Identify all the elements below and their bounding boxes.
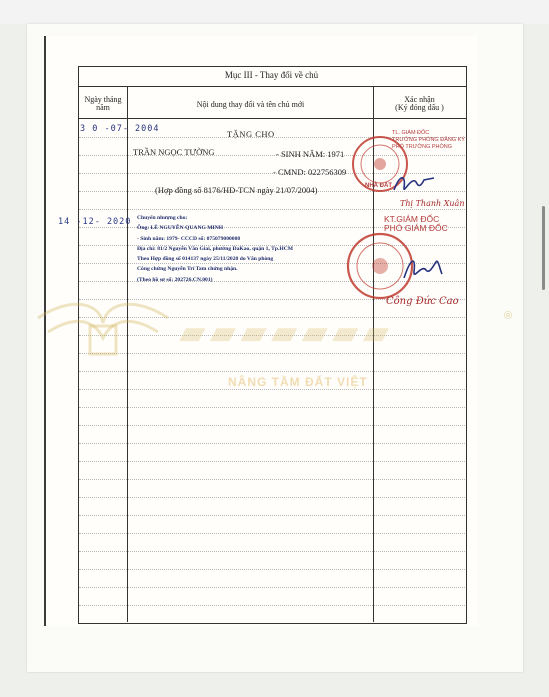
- table-top-rule: [78, 86, 466, 87]
- ruled-line: [79, 389, 465, 390]
- ruled-line: [79, 335, 465, 336]
- watermark-slogan: NÂNG TẦM ĐẤT VIỆT: [228, 375, 368, 389]
- date-column-divider: [127, 86, 128, 622]
- entry1-date: 3 0 -07- 2004: [80, 124, 160, 134]
- entry1-stamp-line3: PHÓ TRƯỞNG PHÒNG: [392, 144, 453, 150]
- watermark-brand-text: ▰▰▰▰▰▰▰: [180, 314, 395, 350]
- section-title: Mục III - Thay đổi về chủ: [224, 70, 319, 80]
- ruled-line: [79, 515, 465, 516]
- ruled-line: [79, 353, 465, 354]
- header-confirm-line1: Xác nhận: [404, 95, 435, 104]
- entry1-signature-icon: [390, 168, 440, 198]
- entry1-birth: - SINH NĂM: 1971: [276, 149, 345, 159]
- ruled-line: [79, 425, 465, 426]
- ruled-line: [79, 407, 465, 408]
- entry2-line6: Công chứng Nguyễn Trí Tam chứng nhận.: [137, 266, 238, 272]
- ruled-line: [79, 551, 465, 552]
- entry2-stamp-text: [384, 215, 448, 233]
- entry1-contract: (Hợp đồng số 8176/HĐ-TCN ngày 21/07/2004): [155, 185, 318, 195]
- entry2-signature-icon: [398, 250, 446, 286]
- entry2-line4: Địa chỉ: 81/2 Nguyễn Văn Giai, phường ĐaKao, quận 1, Tp.HCM: [137, 246, 294, 252]
- header-date-line1: Ngày tháng: [84, 95, 122, 104]
- entry1-stamp-line2: TRƯỞNG PHÒNG ĐĂNG KÝ: [392, 137, 465, 143]
- ruled-line: [79, 605, 465, 606]
- entry1-stamp-line1: TL. GIÁM ĐỐC: [392, 130, 430, 136]
- viewer-top-bar: [0, 0, 549, 24]
- entry2-line1: Chuyển nhượng cho:: [137, 215, 188, 221]
- ruled-line: [79, 371, 465, 372]
- ruled-line: [79, 443, 465, 444]
- header-bottom-rule: [78, 118, 466, 119]
- entry1-stamp-text: [392, 130, 465, 151]
- watermark-registered-mark: ®: [504, 310, 513, 322]
- ruled-line: [79, 497, 465, 498]
- ruled-line: [79, 569, 465, 570]
- header-confirm-line2: (Ký đóng dấu ): [395, 103, 444, 112]
- entry1-name: TRẦN NGỌC TƯỜNG: [133, 147, 215, 157]
- entry2-line7: (Theo hồ sơ số: 202726.CN.001): [137, 277, 213, 283]
- entry2-signer: Công Đức Cao: [386, 296, 459, 307]
- entry2-line3: - Sinh năm: 1979- CCCD số: 075079000008: [137, 236, 241, 242]
- entry2-stamp-line1: KT.GIÁM ĐỐC: [384, 214, 440, 224]
- entry2-date: 14 -12- 2020: [58, 217, 132, 227]
- header-date: [79, 96, 127, 112]
- ruled-line: [79, 533, 465, 534]
- header-date-line2: năm: [96, 103, 110, 112]
- header-confirm: [374, 96, 465, 112]
- ruled-line: [79, 587, 465, 588]
- ruled-line: [79, 461, 465, 462]
- entry1-title: TẶNG CHO: [227, 129, 275, 139]
- ruled-line: [79, 479, 465, 480]
- header-content: Nội dung thay đổi và tên chủ mới: [196, 100, 305, 109]
- entry2-line2: Ông: LÊ NGUYỄN QUANG MINH: [137, 225, 224, 231]
- ruled-line: [79, 317, 465, 318]
- entry1-signer: Thị Thanh Xuân: [400, 199, 465, 208]
- entry1-id: - CMND: 022756309: [273, 167, 347, 177]
- scrollbar-thumb[interactable]: [542, 206, 545, 290]
- entry2-line5: Theo Hợp đồng số 014137 ngày 25/11/2020 do Văn phòng: [137, 256, 274, 262]
- entry1-seal-text: NHÀ ĐẤT: [365, 183, 392, 189]
- entry2-stamp-line2: PHÓ GIÁM ĐỐC: [384, 223, 448, 233]
